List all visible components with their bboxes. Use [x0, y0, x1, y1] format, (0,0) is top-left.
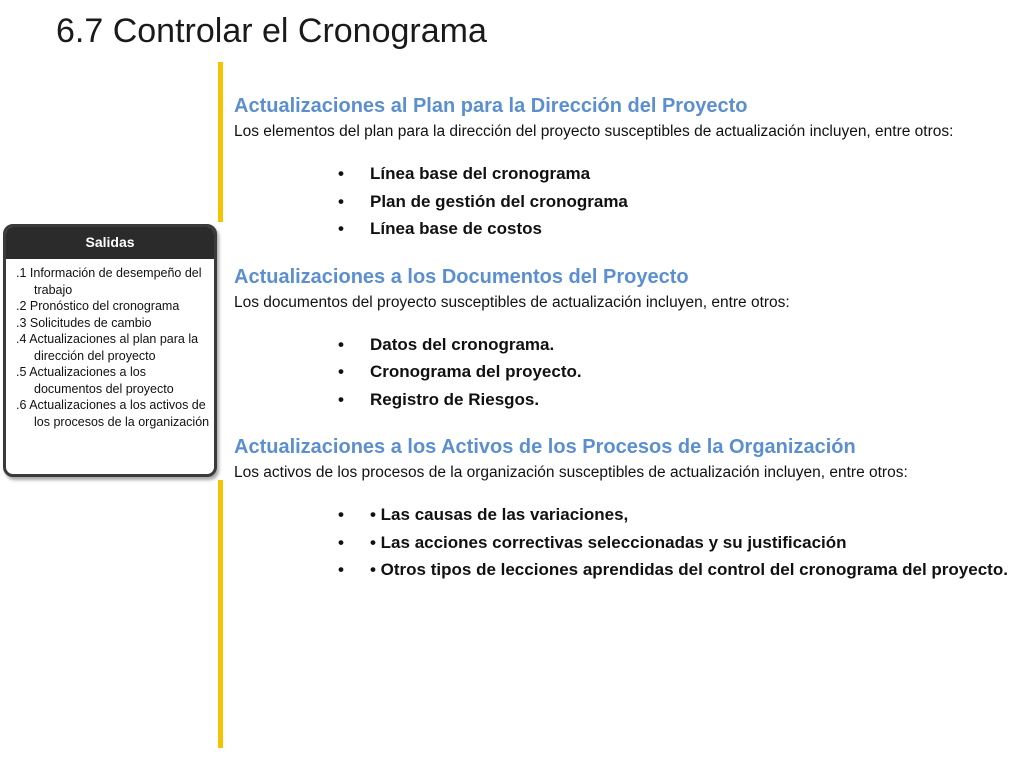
- slide-title: 6.7 Controlar el Cronograma: [56, 12, 487, 50]
- bullet-item: [338, 556, 1014, 584]
- bullet-item: [338, 215, 1014, 243]
- bullet-text: Datos del cronograma.: [370, 334, 555, 354]
- accent-line-top: [218, 62, 223, 222]
- bullet-text: • Otros tipos de lecciones aprendidas del control del cronograma del proyecto.: [370, 560, 1008, 579]
- bullet-list: [234, 160, 1014, 243]
- bullet-icon: •: [338, 532, 344, 552]
- salidas-item: .4 Actualizaciones al plan para la dirección del proyecto: [16, 332, 199, 363]
- content-area: [234, 92, 1014, 604]
- bullet-text: • Las acciones correctivas seleccionadas y su justificación: [370, 532, 847, 552]
- section-document-updates: [234, 263, 1014, 414]
- section-heading: Actualizaciones a los Documentos del Proyecto: [234, 265, 689, 288]
- bullet-icon: •: [338, 164, 344, 183]
- bullet-item: [338, 331, 1014, 359]
- section-description: Los activos de los procesos de la organización susceptibles de actualización incluyen, entre otros:: [234, 464, 908, 481]
- section-description: Los elementos del plan para la dirección del proyecto susceptibles de actualización incluyen, entre otros:: [234, 123, 954, 140]
- salidas-item: .5 Actualizaciones a los documentos del proyecto: [16, 365, 174, 396]
- bullet-icon: •: [338, 219, 344, 238]
- bullet-text: Cronograma del proyecto.: [370, 362, 582, 381]
- bullet-item: [338, 386, 1014, 414]
- salidas-box: [3, 224, 217, 477]
- bullet-item: [338, 358, 1014, 386]
- bullet-item: [338, 529, 1014, 557]
- bullet-icon: •: [338, 191, 344, 211]
- salidas-item: .6 Actualizaciones a los activos de los procesos de la organización: [16, 398, 210, 429]
- bullet-icon: •: [338, 560, 344, 579]
- salidas-header: Salidas: [6, 227, 214, 259]
- accent-line-bottom: [218, 480, 223, 748]
- bullet-list: [234, 501, 1014, 584]
- bullet-text: Línea base de costos: [370, 219, 542, 238]
- bullet-icon: •: [338, 334, 344, 354]
- bullet-icon: •: [338, 505, 344, 524]
- bullet-text: Línea base del cronograma: [370, 164, 591, 183]
- salidas-item: .2 Pronóstico del cronograma: [16, 299, 180, 313]
- section-heading: Actualizaciones a los Activos de los Procesos de la Organización: [234, 436, 856, 458]
- bullet-list: [234, 331, 1014, 414]
- bullet-icon: •: [338, 389, 344, 409]
- bullet-icon: •: [338, 362, 344, 381]
- salidas-item: .3 Solicitudes de cambio: [16, 315, 152, 330]
- bullet-item: [338, 160, 1014, 188]
- salidas-item: .1 Información de desempeño del trabajo: [16, 266, 202, 297]
- section-asset-updates: [234, 433, 1014, 584]
- salidas-list: [6, 259, 214, 430]
- section-heading: Actualizaciones al Plan para la Dirección del Proyecto: [234, 95, 748, 117]
- section-description: Los documentos del proyecto susceptibles de actualización incluyen, entre otros:: [234, 293, 790, 311]
- bullet-text: Registro de Riesgos.: [370, 389, 540, 409]
- bullet-item: [338, 188, 1014, 216]
- bullet-text: Plan de gestión del cronograma: [370, 191, 628, 211]
- bullet-item: [338, 501, 1014, 529]
- bullet-text: • Las causas de las variaciones,: [370, 505, 629, 524]
- section-plan-updates: [234, 92, 1014, 243]
